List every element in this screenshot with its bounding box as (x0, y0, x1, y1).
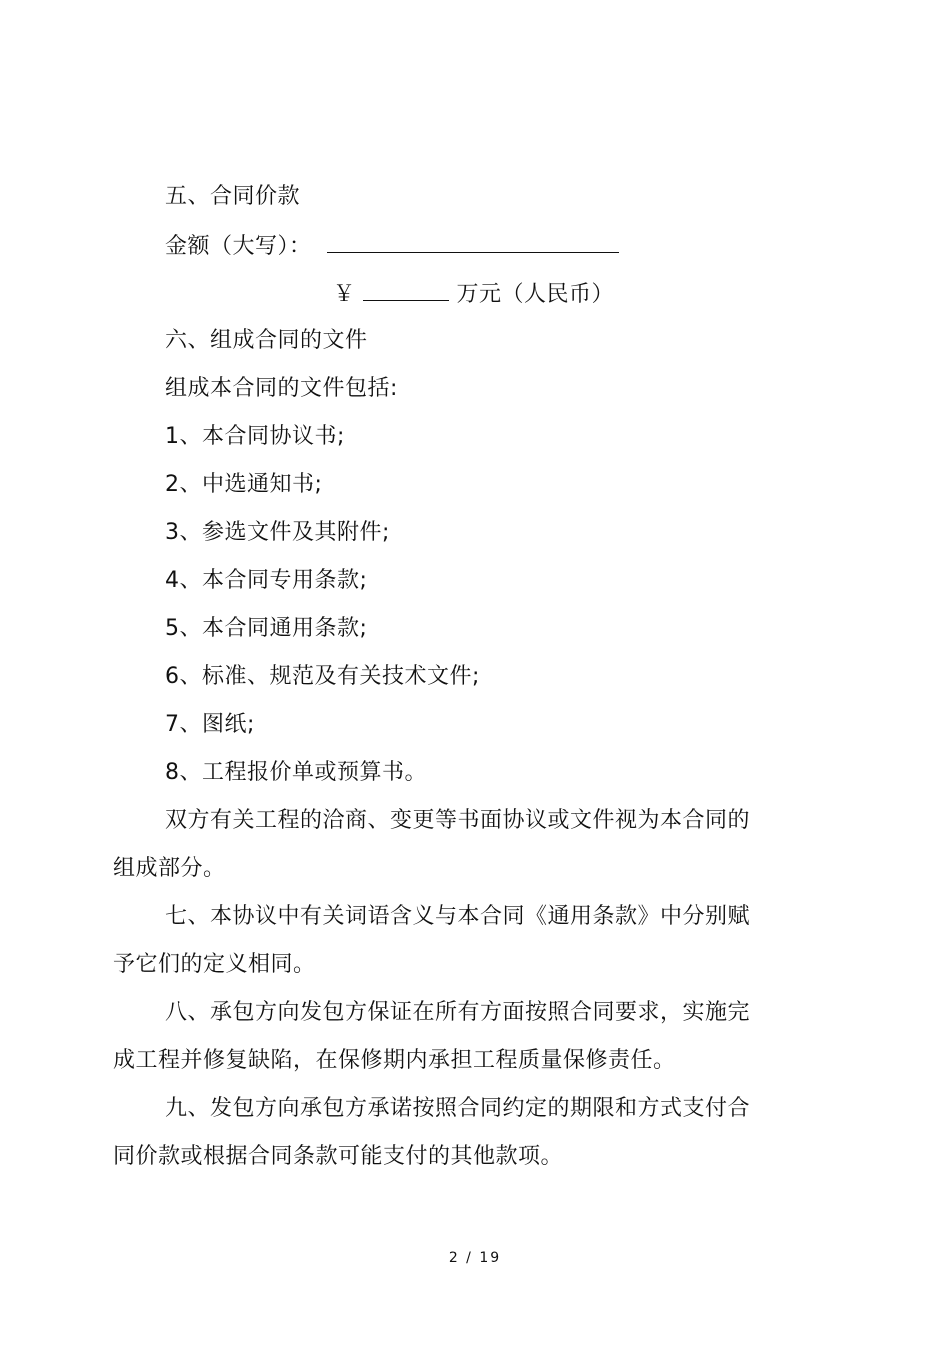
section-6-note-cont: 组成部分。 (113, 856, 226, 881)
list-item: 7、图纸; (165, 712, 255, 737)
section-9-text: 九、发包方向承包方承诺按照合同约定的期限和方式支付合 (165, 1096, 751, 1121)
list-item: 6、标准、规范及有关技术文件; (165, 664, 480, 689)
list-item: 5、本合同通用条款; (165, 616, 368, 641)
section-7-text-cont: 予它们的定义相同。 (113, 952, 316, 977)
list-item: 8、工程报价单或预算书。 (165, 760, 427, 785)
section-7-text: 七、本协议中有关词语含义与本合同《通用条款》中分别赋 (165, 904, 751, 929)
amount-figure-blank[interactable] (363, 278, 449, 301)
list-item: 4、本合同专用条款; (165, 568, 368, 593)
currency-symbol: ￥ (333, 282, 356, 307)
amount-words-blank[interactable] (327, 230, 619, 253)
list-item: 2、中选通知书; (165, 472, 323, 497)
amount-figure-row (333, 278, 614, 310)
amount-row (165, 230, 619, 262)
section-9-text-cont: 同价款或根据合同条款可能支付的其他款项。 (113, 1144, 564, 1169)
section-6-intro: 组成本合同的文件包括: (165, 376, 398, 401)
list-item: 3、参选文件及其附件; (165, 520, 390, 545)
section-8-text-cont: 成工程并修复缺陷，在保修期内承担工程质量保修责任。 (113, 1048, 676, 1073)
section-5-heading: 五、合同价款 (165, 184, 301, 209)
currency-unit: 万元（人民币） (456, 282, 615, 307)
section-8-text: 八、承包方向发包方保证在所有方面按照合同要求，实施完 (165, 1000, 751, 1025)
section-6-note: 双方有关工程的洽商、变更等书面协议或文件视为本合同的 (165, 808, 751, 833)
section-6-heading: 六、组成合同的文件 (165, 328, 368, 353)
amount-label: 金额（大写）： (165, 234, 312, 259)
list-item: 1、本合同协议书; (165, 424, 345, 449)
page-number: 2 / 19 (448, 1250, 502, 1266)
